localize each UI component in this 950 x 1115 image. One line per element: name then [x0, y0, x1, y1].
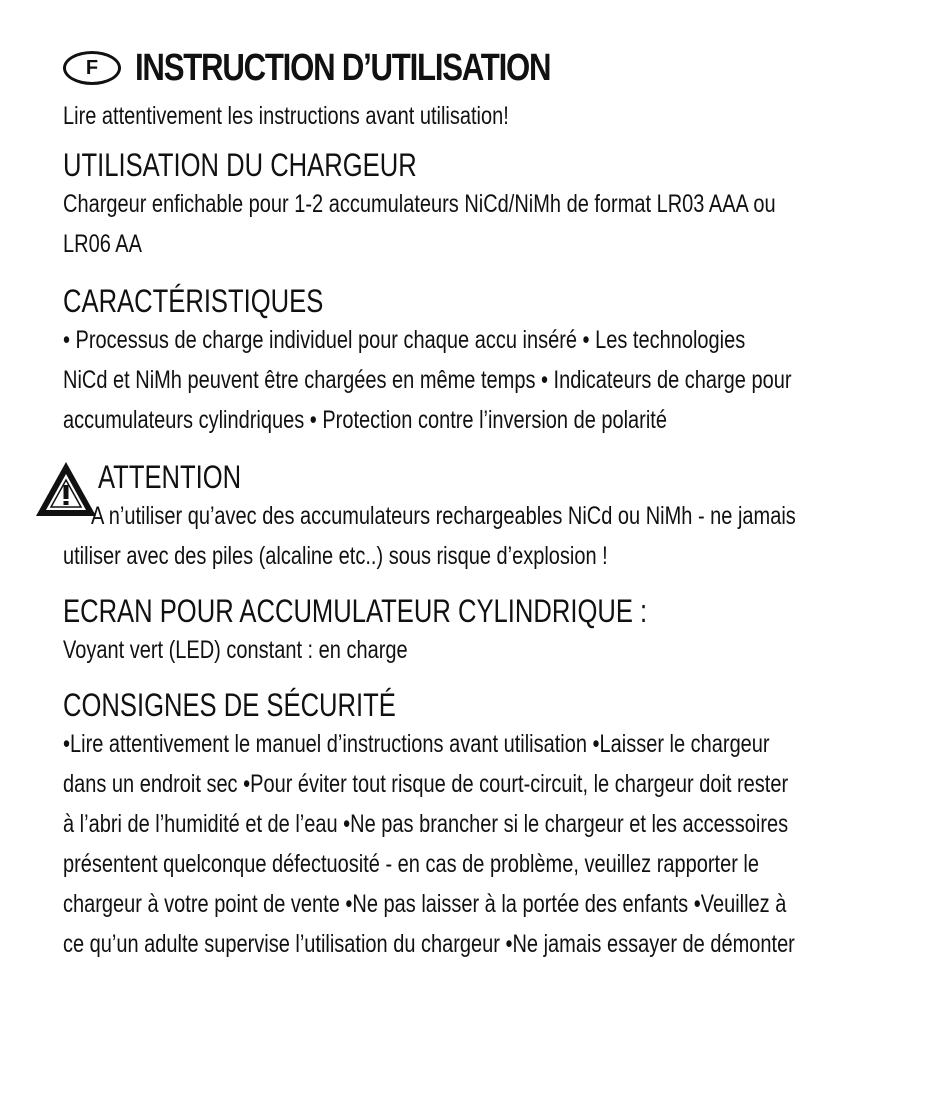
safety-line: dans un endroit sec •Pour éviter tout risque de court-circuit, le chargeur doit rester	[63, 770, 789, 798]
safety-line: à l’abri de l’humidité et de l’eau •Ne pas brancher si le chargeur et les accessoires	[63, 810, 789, 838]
section-screen	[63, 592, 887, 670]
section-usage	[63, 146, 887, 264]
language-badge	[63, 51, 121, 85]
section-features-title: CARACTÉRISTIQUES	[63, 283, 324, 319]
safety-line: présentent quelconque défectuosité - en cas de problème, veuillez rapporter le	[63, 850, 759, 878]
section-attention	[63, 458, 887, 576]
title-row	[63, 40, 887, 96]
attention-line: utiliser avec des piles (alcaline etc..) sous risque d’explosion !	[63, 542, 608, 570]
section-screen-title: ECRAN POUR ACCUMULATEUR CYLINDRIQUE :	[63, 593, 648, 629]
section-features	[63, 282, 887, 440]
safety-line: ce qu’un adulte supervise l’utilisation du chargeur •Ne jamais essayer de démonter	[63, 930, 795, 958]
usage-line: LR06 AA	[63, 230, 142, 258]
features-line: accumulateurs cylindriques • Protection contre l’inversion de polarité	[63, 406, 667, 434]
features-line: • Processus de charge individuel pour chaque accu inséré • Les technologies	[63, 326, 746, 354]
attention-line: A n’utiliser qu’avec des accumulateurs rechargeables NiCd ou NiMh - ne jamais	[91, 502, 796, 530]
section-usage-title: UTILISATION DU CHARGEUR	[63, 147, 417, 183]
safety-line: chargeur à votre point de vente •Ne pas laisser à la portée des enfants •Veuillez à	[63, 890, 787, 918]
language-badge-label: F	[85, 56, 99, 79]
section-safety	[63, 686, 887, 964]
features-line: NiCd et NiMh peuvent être chargées en même temps • Indicateurs de charge pour	[63, 366, 792, 394]
usage-line: Chargeur enfichable pour 1-2 accumulateurs NiCd/NiMh de format LR03 AAA ou	[63, 190, 776, 218]
attention-header	[63, 458, 887, 496]
page-title: INSTRUCTION D’UTILISATION	[135, 46, 551, 89]
screen-line: Voyant vert (LED) constant : en charge	[63, 636, 408, 664]
section-attention-title: ATTENTION	[98, 459, 242, 495]
section-safety-title: CONSIGNES DE SÉCURITÉ	[63, 687, 396, 723]
safety-line: •Lire attentivement le manuel d’instructions avant utilisation •Laisser le chargeur	[63, 730, 770, 758]
instruction-page	[63, 40, 887, 964]
intro-text: Lire attentivement les instructions avant utilisation!	[63, 102, 509, 130]
